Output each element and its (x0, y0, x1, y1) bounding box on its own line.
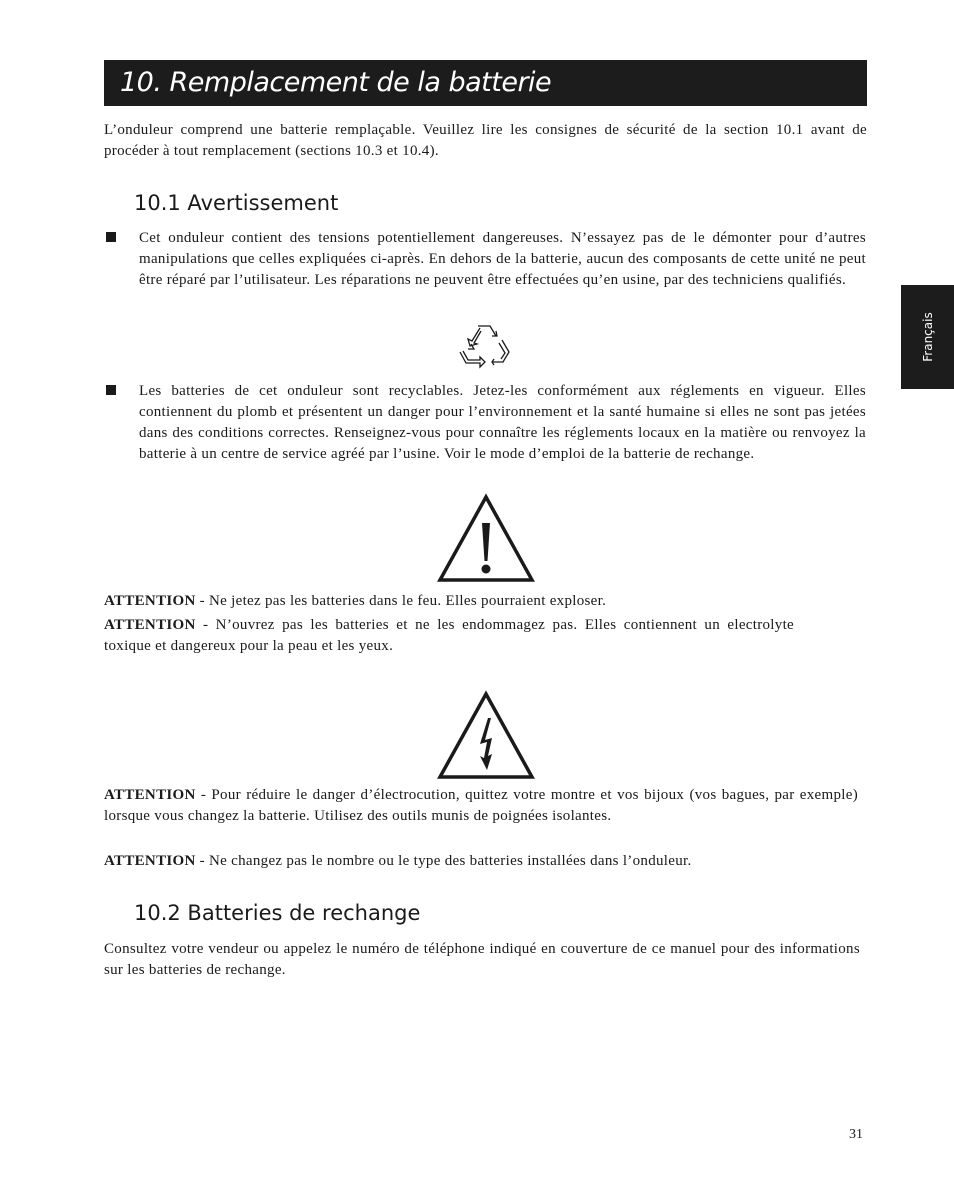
page-title: 10. Remplacement de la batterie (104, 60, 867, 106)
bullet-square-icon (106, 385, 116, 395)
recycle-icon (456, 322, 514, 374)
page-number: 31 (849, 1127, 863, 1142)
section-heading-warning: 10.1 Avertissement (134, 191, 339, 215)
warning-bullet-1: Cet onduleur contient des tensions potentiellement dangereuses. N’essayez pas de le démonter pour d’autres manipulations que celles expliquées ci-après. En dehors de la batterie, aucun des composants de cette unité ne peut être réparé par l’utilisateur. Les réparations ne peuvent être effectuées qu’en usine, par des techniciens qualifiés. (139, 230, 866, 288)
intro-paragraph: L’onduleur comprend une batterie remplaçable. Veuillez lire les consignes de sécurité de la section 10.1 avant de procéder à tout remplacement (sections 10.3 et 10.4). (104, 122, 867, 159)
attention-1: ATTENTION - Ne jetez pas les batteries dans le feu. Elles pourraient exploser. (104, 593, 607, 609)
attention-3: ATTENTION - Pour réduire le danger d’électrocution, quittez votre montre et vos bijoux (vos bagues, par exemple) lorsque vous changez la batterie. Utilisez des outils munis de poignées isolantes. (104, 787, 858, 824)
warning-bullet-2: Les batteries de cet onduleur sont recyclables. Jetez-les conformément aux réglements en vigueur. Elles contiennent du plomb et présentent un danger pour l’environnement et la santé humaine si elles ne sont pas jetées dans des conditions correctes. Renseignez-vous pour connaître les réglements locaux en la matière ou renvoyez la batterie à un centre de service agréé par l’usine. Voir le mode d’emploi de la batterie de rechange. (139, 383, 866, 462)
section-heading-replacement: 10.2 Batteries de rechange (134, 901, 421, 925)
electric-shock-icon (436, 690, 536, 780)
attention-4: ATTENTION - Ne changez pas le nombre ou le type des batteries installées dans l’onduleur. (104, 853, 692, 869)
warning-exclamation-icon (436, 493, 536, 583)
replacement-paragraph: Consultez votre vendeur ou appelez le numéro de téléphone indiqué en couverture de ce manuel pour des informations sur les batteries de rechange. (104, 941, 860, 978)
bullet-square-icon (106, 232, 116, 242)
attention-2: ATTENTION - N’ouvrez pas les batteries et ne les endommagez pas. Elles contiennent un electrolyte toxique et dangereux pour la peau et les yeux. (104, 617, 794, 654)
language-tab-label: Français (920, 312, 935, 362)
language-tab (901, 285, 954, 389)
